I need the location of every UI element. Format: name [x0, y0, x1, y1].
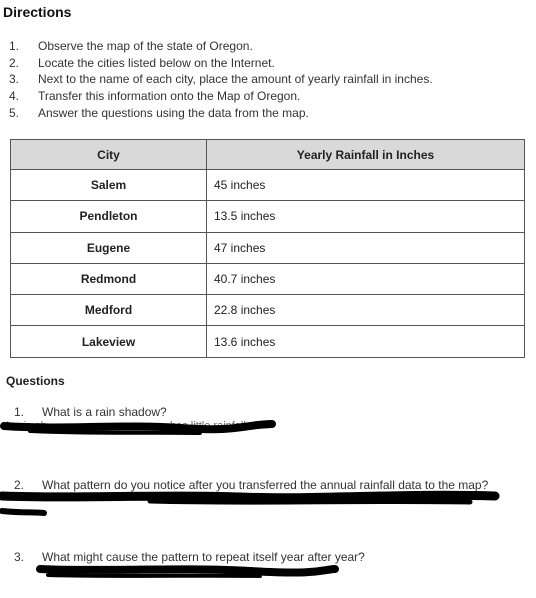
question-number: 2. [14, 478, 25, 492]
redaction-mark-answer-1 [4, 424, 272, 429]
directions-heading: Directions [3, 4, 72, 20]
redaction-mark-answer-2c [2, 511, 44, 513]
question-text: What is a rain shadow? [42, 405, 167, 419]
question-text: What pattern do you notice after you transferred the annual rainfall data to the map? [42, 478, 489, 492]
redaction-mark-answer-2b [150, 501, 470, 502]
direction-number: 3. [9, 72, 20, 87]
rainfall-cell: 40.7 inches [207, 263, 525, 294]
answer-1-fragment-start: A rain sh [4, 420, 47, 432]
direction-number: 5. [9, 105, 20, 120]
question-number: 1. [14, 405, 25, 419]
city-cell: Medford [11, 295, 207, 326]
city-cell: Eugene [11, 232, 207, 263]
question-number: 3. [14, 550, 25, 564]
redaction-mark-answer-2 [2, 495, 495, 498]
column-header-city: City [11, 140, 207, 170]
questions-heading: Questions [6, 374, 65, 388]
city-cell: Salem [11, 170, 207, 201]
direction-text: Next to the name of each city, place the amount of yearly rainfall in inches. [38, 72, 433, 87]
redaction-mark-answer-3 [40, 569, 335, 573]
rainfall-cell: 47 inches [207, 232, 525, 263]
redaction-mark-answer-1b [30, 431, 200, 433]
answer-1-fragment-mid: has little rainfall [170, 420, 246, 432]
city-cell: Redmond [11, 263, 207, 294]
redaction-mark-answer-3b [48, 575, 260, 576]
column-header-rainfall: Yearly Rainfall in Inches [207, 140, 525, 170]
direction-text: Locate the cities listed below on the Internet. [38, 55, 275, 70]
direction-text: Observe the map of the state of Oregon. [38, 39, 253, 54]
direction-text: Answer the questions using the data from the map. [38, 105, 309, 120]
direction-number: 2. [9, 55, 20, 70]
direction-number: 4. [9, 89, 20, 104]
rainfall-cell: 45 inches [207, 170, 525, 201]
city-cell: Pendleton [11, 201, 207, 232]
rainfall-cell: 13.5 inches [207, 201, 525, 232]
rainfall-cell: 22.8 inches [207, 295, 525, 326]
rainfall-cell: 13.6 inches [207, 326, 525, 357]
city-cell: Lakeview [11, 326, 207, 357]
direction-text: Transfer this information onto the Map of Oregon. [38, 89, 301, 104]
question-text: What might cause the pattern to repeat itself year after year? [42, 550, 365, 564]
direction-number: 1. [9, 39, 20, 54]
